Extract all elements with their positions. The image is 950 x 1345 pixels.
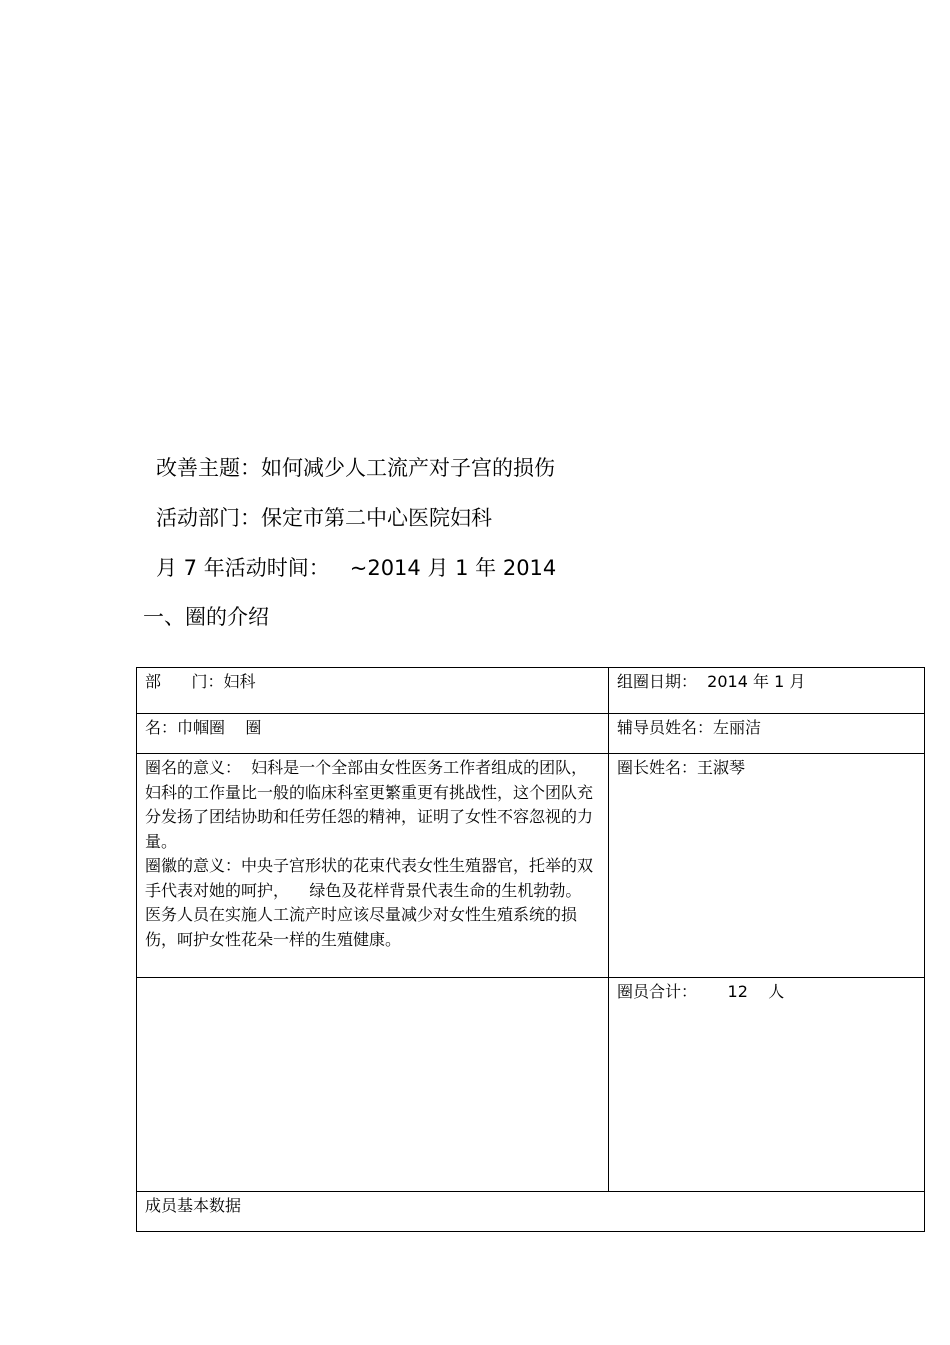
- table-row: [137, 754, 925, 978]
- activity-time: 月 7 年活动时间： ~2014 月 1 年 2014: [156, 556, 557, 580]
- circle-intro-table: [136, 667, 925, 1232]
- leader-cell: 圈长姓名：王淑琴: [609, 754, 925, 978]
- improvement-theme: 改善主题：如何减少人工流产对子宫的损伤: [156, 456, 555, 480]
- members-total-cell: 圈员合计： 12 人: [609, 978, 925, 1192]
- department-cell: 部 门：妇科: [137, 668, 609, 714]
- empty-cell: [137, 978, 609, 1192]
- meaning-text: 圈名的意义： 妇科是一个全部由女性医务工作者组成的团队，妇科的工作量比一般的临床科室更繁重更有挑战性，这个团队充分发扬了团结协助和任劳任怨的精神，证明了女性不容忽视的力量。 圈徽的意义：中央子宫形状的花束代表女性生殖器官，托举的双手代表对她的呵护， 绿色及花样背景代表生命的生机勃勃。 医务人员在实施人工流产时应该尽量减少对女性生殖系统的损伤，呵护女性花朵一样的生殖健康。: [145, 758, 594, 949]
- meaning-cell: [137, 754, 609, 978]
- table-row: [137, 714, 925, 754]
- advisor-cell: 辅导员姓名：左丽洁: [609, 714, 925, 754]
- table-row: [137, 668, 925, 714]
- activity-department: 活动部门：保定市第二中心医院妇科: [156, 506, 492, 530]
- circle-name-cell: 名：巾帼圈 圈: [137, 714, 609, 754]
- section-title: 一、圈的介绍: [143, 605, 269, 629]
- founded-date-cell: 组圈日期： 2014 年 1 月: [609, 668, 925, 714]
- table-row: [137, 978, 925, 1192]
- members-basic-data-cell: 成员基本数据: [137, 1192, 925, 1232]
- table-row: [137, 1192, 925, 1232]
